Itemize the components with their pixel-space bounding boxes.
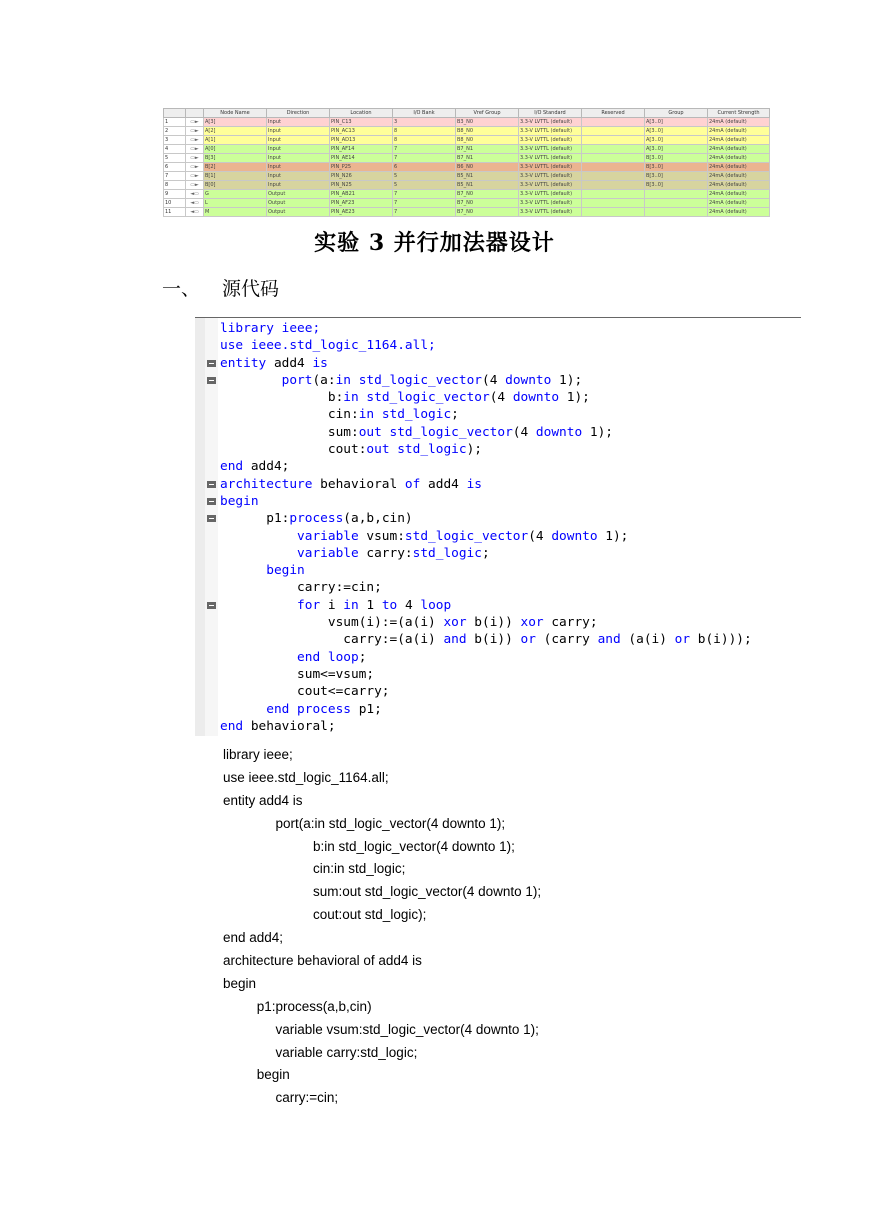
cell-name[interactable]: G	[204, 190, 267, 199]
column-header[interactable]: Vref Group	[456, 109, 519, 118]
table-row[interactable]	[164, 145, 770, 154]
code-line	[220, 406, 752, 423]
cell-vref[interactable]: B7_N0	[456, 199, 519, 208]
code-line	[220, 424, 752, 441]
keyword-token: begin	[266, 563, 305, 579]
editor-gutter	[195, 318, 205, 736]
cell-cur[interactable]: 24mA (default)	[708, 136, 770, 145]
cell-dir[interactable]: Output	[267, 199, 330, 208]
code-line	[220, 372, 752, 389]
cell-loc[interactable]: PIN_P25	[330, 163, 393, 172]
code-line	[220, 528, 752, 545]
input-pin-icon: ▭►	[186, 163, 204, 172]
cell-res[interactable]	[582, 199, 645, 208]
code-token: sum<=vsum;	[297, 666, 375, 682]
input-pin-icon: ▭►	[186, 172, 204, 181]
keyword-token: of	[404, 476, 421, 492]
cell-cur[interactable]: 24mA (default)	[708, 118, 770, 127]
code-token: b(i)));	[690, 632, 752, 648]
code-line	[220, 441, 752, 458]
cell-res[interactable]	[582, 190, 645, 199]
output-pin-icon: ◄▭	[186, 208, 204, 217]
cell-cur[interactable]: 24mA (default)	[708, 208, 770, 217]
code-token: 4	[397, 597, 421, 613]
cell-std[interactable]: 3.3-V LVTTL (default)	[519, 181, 582, 190]
plain-code-line: sum:out std_logic_vector(4 downto 1);	[223, 884, 542, 900]
keyword-token: or	[674, 632, 691, 648]
code-token: i	[320, 597, 344, 613]
code-token: p1:	[266, 511, 290, 527]
cell-cur[interactable]: 24mA (default)	[708, 199, 770, 208]
table-row[interactable]	[164, 127, 770, 136]
keyword-token: is	[466, 476, 482, 492]
keyword-token: in std_logic_vector	[335, 372, 482, 388]
cell-dir[interactable]: Input	[267, 118, 330, 127]
input-pin-icon: ▭►	[186, 118, 204, 127]
cell-bank[interactable]: 7	[393, 208, 456, 217]
keyword-token: end	[220, 459, 244, 475]
input-pin-icon: ▭►	[186, 136, 204, 145]
row-number: 11	[164, 208, 186, 217]
table-row[interactable]	[164, 154, 770, 163]
collapse-icon[interactable]	[207, 481, 216, 488]
cell-bank[interactable]: 8	[393, 136, 456, 145]
code-token: cin:	[327, 407, 359, 423]
cell-res[interactable]	[582, 154, 645, 163]
code-line	[220, 493, 752, 510]
code-token: cout:	[327, 442, 367, 458]
keyword-token: end process	[266, 701, 351, 717]
section-number: 一、	[162, 278, 201, 300]
cell-vref[interactable]: B8_N0	[456, 136, 519, 145]
keyword-token: out std_logic_vector	[358, 424, 513, 440]
cell-cur[interactable]: 24mA (default)	[708, 181, 770, 190]
cell-group[interactable]	[645, 190, 708, 199]
cell-group[interactable]	[645, 208, 708, 217]
cell-name[interactable]: A[1]	[204, 136, 267, 145]
code-token: (4	[481, 372, 506, 388]
keyword-token: entity	[220, 355, 267, 371]
table-row[interactable]	[164, 208, 770, 217]
column-header[interactable]: Node Name	[204, 109, 267, 118]
code-token: 1);	[559, 390, 590, 406]
keyword-token: out std_logic	[366, 442, 467, 458]
table-row[interactable]	[164, 199, 770, 208]
keyword-token: begin	[220, 493, 259, 509]
plain-code-line: cin:in std_logic;	[223, 861, 406, 877]
cell-std[interactable]: 3.3-V LVTTL (default)	[519, 145, 582, 154]
cell-std[interactable]: 3.3-V LVTTL (default)	[519, 190, 582, 199]
code-token: );	[466, 442, 482, 458]
code-token: cout<=carry;	[297, 684, 390, 700]
keyword-token: and	[443, 632, 467, 648]
code-token: (carry	[535, 632, 598, 648]
table-row[interactable]	[164, 163, 770, 172]
page-title: 实验 3 并行加法器设计	[314, 230, 555, 256]
section-heading	[162, 274, 279, 301]
keyword-token: and	[597, 632, 621, 648]
cell-name[interactable]: M	[204, 208, 267, 217]
keyword-token: std_logic	[412, 545, 482, 561]
plain-code-line: b:in std_logic_vector(4 downto 1);	[223, 838, 515, 854]
cell-name[interactable]: L	[204, 199, 267, 208]
code-line	[220, 718, 752, 735]
cell-group[interactable]: A[3..0]	[645, 118, 708, 127]
code-editor-screenshot	[195, 317, 801, 736]
section-label: 源代码	[222, 278, 280, 300]
cell-cur[interactable]: 24mA (default)	[708, 190, 770, 199]
cell-std[interactable]: 3.3-V LVTTL (default)	[519, 172, 582, 181]
column-header[interactable]: Group	[645, 109, 708, 118]
code-token: b(i))	[466, 632, 521, 648]
collapse-icon[interactable]	[207, 498, 216, 505]
keyword-token: downto	[512, 390, 560, 406]
keyword-token: xor	[520, 615, 544, 631]
code-token: sum:	[327, 424, 359, 440]
code-token: carry:	[358, 545, 413, 561]
table-row[interactable]	[164, 181, 770, 190]
code-token: behavioral;	[243, 718, 336, 734]
code-token: ;	[481, 545, 490, 561]
pin-table-header	[164, 109, 770, 118]
cell-vref[interactable]: B3_N0	[456, 118, 519, 127]
keyword-token: use ieee.std_logic_1164.all;	[220, 338, 436, 354]
cell-loc[interactable]: PIN_AB21	[330, 190, 393, 199]
keyword-token: loop	[420, 597, 452, 613]
collapse-icon[interactable]	[207, 360, 216, 367]
code-token: vsum:	[358, 528, 405, 544]
cell-loc[interactable]: PIN_N26	[330, 172, 393, 181]
cell-group[interactable]: A[3..0]	[645, 136, 708, 145]
row-number: 6	[164, 163, 186, 172]
row-number: 2	[164, 127, 186, 136]
cell-bank[interactable]: 7	[393, 199, 456, 208]
cell-vref[interactable]: B6_N0	[456, 163, 519, 172]
plain-code-line: variable carry:std_logic;	[223, 1044, 418, 1060]
column-header[interactable]: I/O Standard	[519, 109, 582, 118]
keyword-token: is	[312, 355, 328, 371]
cell-loc[interactable]: PIN_AF14	[330, 145, 393, 154]
code-token: 1);	[597, 528, 629, 544]
code-token: vsum(i):=(a(i)	[327, 615, 444, 631]
code-line	[220, 614, 752, 631]
cell-vref[interactable]: B7_N1	[456, 145, 519, 154]
keyword-token: in std_logic	[358, 407, 452, 423]
row-number: 4	[164, 145, 186, 154]
code-token: 1);	[551, 372, 583, 388]
cell-loc[interactable]: PIN_AD13	[330, 136, 393, 145]
code-token: 1	[358, 597, 382, 613]
output-pin-icon: ◄▭	[186, 190, 204, 199]
cell-vref[interactable]: B7_N0	[456, 190, 519, 199]
cell-dir[interactable]: Output	[267, 190, 330, 199]
cell-cur[interactable]: 24mA (default)	[708, 127, 770, 136]
code-token: (a(i)	[620, 632, 675, 648]
cell-loc[interactable]: PIN_AC13	[330, 127, 393, 136]
code-token: ;	[358, 649, 367, 665]
code-line	[220, 355, 752, 372]
code-line	[220, 579, 752, 596]
table-row[interactable]	[164, 190, 770, 199]
keyword-token: port	[281, 372, 313, 388]
keyword-token: process	[289, 511, 344, 527]
code-token: b:	[327, 390, 344, 406]
cell-dir[interactable]: Input	[267, 127, 330, 136]
cell-bank[interactable]: 8	[393, 127, 456, 136]
code-token: (a:	[312, 372, 336, 388]
keyword-token: end loop	[297, 649, 359, 665]
row-number: 9	[164, 190, 186, 199]
cell-std[interactable]: 3.3-V LVTTL (default)	[519, 136, 582, 145]
cell-name[interactable]: B[3]	[204, 154, 267, 163]
cell-vref[interactable]: B5_N1	[456, 172, 519, 181]
cell-bank[interactable]: 7	[393, 154, 456, 163]
code-token: p1;	[350, 701, 382, 717]
cell-group[interactable]: B[3..0]	[645, 163, 708, 172]
cell-loc[interactable]: PIN_AE23	[330, 208, 393, 217]
code-line	[220, 631, 752, 648]
column-header[interactable]	[164, 109, 186, 118]
plain-code-line: library ieee;	[223, 747, 293, 762]
cell-std[interactable]: 3.3-V LVTTL (default)	[519, 208, 582, 217]
cell-bank[interactable]: 7	[393, 145, 456, 154]
row-number: 8	[164, 181, 186, 190]
code-token: add4	[420, 476, 467, 492]
cell-dir[interactable]: Input	[267, 181, 330, 190]
cell-name[interactable]: B[0]	[204, 181, 267, 190]
cell-res[interactable]	[582, 145, 645, 154]
input-pin-icon: ▭►	[186, 127, 204, 136]
code-token: carry;	[543, 615, 598, 631]
cell-bank[interactable]: 3	[393, 118, 456, 127]
code-line	[220, 320, 752, 337]
plain-code-line: begin	[223, 1067, 290, 1083]
output-pin-icon: ◄▭	[186, 199, 204, 208]
cell-bank[interactable]: 7	[393, 190, 456, 199]
code-token: ;	[451, 407, 459, 423]
code-line	[220, 458, 752, 475]
cell-res[interactable]	[582, 208, 645, 217]
pin-assignment-table	[163, 108, 770, 217]
column-header[interactable]	[186, 109, 204, 118]
keyword-token: in	[343, 597, 359, 613]
code-line	[220, 545, 752, 562]
cell-res[interactable]	[582, 127, 645, 136]
code-line	[220, 510, 752, 527]
code-line	[220, 666, 752, 683]
plain-code-line: carry:=cin;	[223, 1090, 339, 1106]
cell-vref[interactable]: B5_N1	[456, 181, 519, 190]
code-line	[220, 701, 752, 718]
cell-dir[interactable]: Input	[267, 145, 330, 154]
code-line	[220, 649, 752, 666]
plain-code-line: architecture behavioral of add4 is	[223, 953, 422, 969]
cell-name[interactable]: B[1]	[204, 172, 267, 181]
cell-dir[interactable]: Input	[267, 163, 330, 172]
code-token: add4;	[243, 459, 290, 475]
table-row[interactable]	[164, 136, 770, 145]
cell-res[interactable]	[582, 163, 645, 172]
code-token: add4	[266, 355, 313, 371]
cell-vref[interactable]: B8_N0	[456, 127, 519, 136]
keyword-token: for	[297, 597, 321, 613]
row-number: 1	[164, 118, 186, 127]
row-number: 5	[164, 154, 186, 163]
column-header[interactable]: Direction	[267, 109, 330, 118]
plain-code-text	[223, 744, 541, 1110]
cell-dir[interactable]: Input	[267, 136, 330, 145]
code-token: carry:=cin;	[297, 580, 382, 596]
cell-name[interactable]: A[2]	[204, 127, 267, 136]
code-line	[220, 337, 752, 354]
cell-dir[interactable]: Input	[267, 154, 330, 163]
plain-code-line: port(a:in std_logic_vector(4 downto 1);	[223, 815, 506, 831]
collapse-icon[interactable]	[207, 602, 216, 609]
cell-vref[interactable]: B7_N0	[456, 208, 519, 217]
plain-code-line: entity add4 is	[223, 792, 303, 808]
row-number: 3	[164, 136, 186, 145]
code-token: behavioral	[312, 476, 405, 492]
cell-cur[interactable]: 24mA (default)	[708, 163, 770, 172]
plain-code-line: begin	[223, 975, 257, 991]
keyword-token: xor	[443, 615, 467, 631]
keyword-token: std_logic_vector	[404, 528, 529, 544]
cell-dir[interactable]: Input	[267, 172, 330, 181]
code-line	[220, 683, 752, 700]
row-number: 7	[164, 172, 186, 181]
cell-group[interactable]: B[3..0]	[645, 181, 708, 190]
code-token: b(i))	[466, 615, 521, 631]
column-header[interactable]: I/O Bank	[393, 109, 456, 118]
cell-name[interactable]: B[2]	[204, 163, 267, 172]
code-line	[220, 597, 752, 614]
code-token: carry:=(a(i)	[343, 632, 444, 648]
cell-cur[interactable]: 24mA (default)	[708, 154, 770, 163]
input-pin-icon: ▭►	[186, 145, 204, 154]
cell-bank[interactable]: 6	[393, 163, 456, 172]
keyword-token: or	[520, 632, 536, 648]
cell-res[interactable]	[582, 118, 645, 127]
table-row[interactable]	[164, 172, 770, 181]
cell-res[interactable]	[582, 172, 645, 181]
keyword-token: library ieee;	[220, 321, 321, 336]
cell-group[interactable]: A[3..0]	[645, 145, 708, 154]
cell-bank[interactable]: 5	[393, 172, 456, 181]
cell-std[interactable]: 3.3-V LVTTL (default)	[519, 154, 582, 163]
cell-cur[interactable]: 24mA (default)	[708, 145, 770, 154]
cell-bank[interactable]: 5	[393, 181, 456, 190]
column-header[interactable]: Location	[330, 109, 393, 118]
keyword-token: architecture	[220, 476, 313, 492]
cell-res[interactable]	[582, 136, 645, 145]
plain-code-line: use ieee.std_logic_1164.all;	[223, 769, 389, 785]
plain-code-line: variable vsum:std_logic_vector(4 downto 1);	[223, 1021, 539, 1037]
row-number: 10	[164, 199, 186, 208]
keyword-token: downto	[551, 528, 598, 544]
code-token: 1);	[582, 424, 613, 440]
cell-std[interactable]: 3.3-V LVTTL (default)	[519, 118, 582, 127]
cell-group[interactable]: A[3..0]	[645, 127, 708, 136]
collapse-icon[interactable]	[207, 515, 216, 522]
plain-code-line: cout:out std_logic);	[223, 907, 427, 923]
plain-code-line: p1:process(a,b,cin)	[223, 998, 372, 1014]
cell-group[interactable]: B[3..0]	[645, 172, 708, 181]
code-listing	[220, 320, 752, 735]
keyword-token: downto	[505, 372, 552, 388]
input-pin-icon: ▭►	[186, 181, 204, 190]
input-pin-icon: ▭►	[186, 154, 204, 163]
cell-dir[interactable]: Output	[267, 208, 330, 217]
keyword-token: to	[381, 597, 398, 613]
cell-name[interactable]: A[3]	[204, 118, 267, 127]
code-line	[220, 476, 752, 493]
cell-std[interactable]: 3.3-V LVTTL (default)	[519, 199, 582, 208]
column-header[interactable]: Current Strength	[708, 109, 770, 118]
keyword-token: variable	[297, 545, 359, 561]
cell-std[interactable]: 3.3-V LVTTL (default)	[519, 163, 582, 172]
code-token: (4	[528, 528, 552, 544]
cell-group[interactable]: B[3..0]	[645, 154, 708, 163]
cell-loc[interactable]: PIN_N25	[330, 181, 393, 190]
keyword-token: downto	[535, 424, 583, 440]
keyword-token: in std_logic_vector	[343, 390, 490, 406]
code-token: (4	[489, 390, 513, 406]
cell-cur[interactable]: 24mA (default)	[708, 172, 770, 181]
cell-loc[interactable]: PIN_AE14	[330, 154, 393, 163]
cell-res[interactable]	[582, 181, 645, 190]
cell-vref[interactable]: B7_N1	[456, 154, 519, 163]
cell-loc[interactable]: PIN_C13	[330, 118, 393, 127]
cell-loc[interactable]: PIN_AF23	[330, 199, 393, 208]
code-line	[220, 562, 752, 579]
table-row[interactable]	[164, 118, 770, 127]
code-token: (a,b,cin)	[343, 511, 413, 527]
code-token: (4	[512, 424, 536, 440]
collapse-icon[interactable]	[207, 377, 216, 384]
cell-name[interactable]: A[0]	[204, 145, 267, 154]
column-header[interactable]: Reserved	[582, 109, 645, 118]
cell-group[interactable]	[645, 199, 708, 208]
cell-std[interactable]: 3.3-V LVTTL (default)	[519, 127, 582, 136]
plain-code-line: end add4;	[223, 930, 284, 946]
code-line	[220, 389, 752, 406]
keyword-token: end	[220, 718, 244, 734]
keyword-token: variable	[297, 528, 359, 544]
